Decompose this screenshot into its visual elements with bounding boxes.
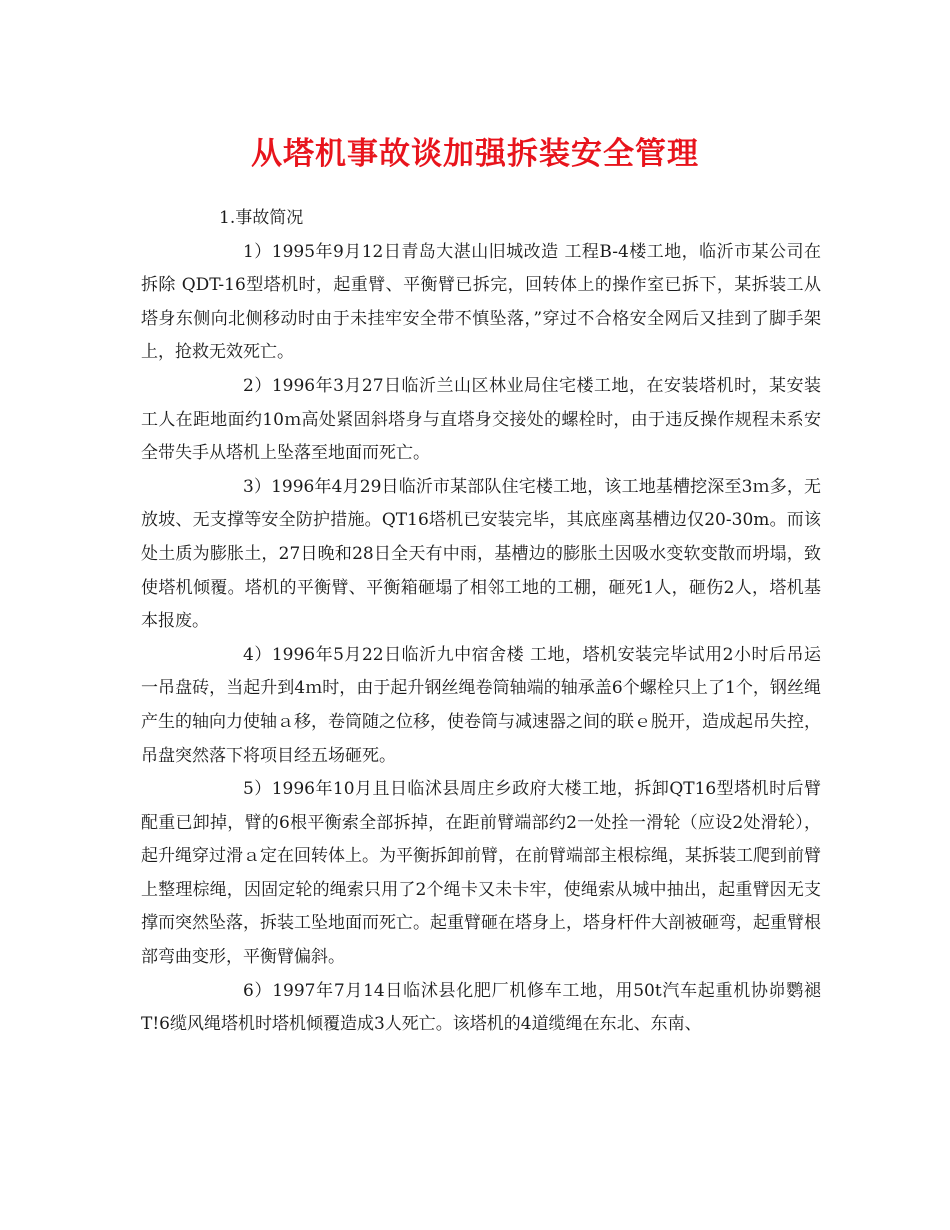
document-title: 从塔机事故谈加强拆装安全管理: [251, 136, 699, 172]
section-heading: 1.事故简况: [219, 208, 304, 228]
paragraph-3: 3）1996年4月29日临沂市某部队住宅楼工地，该工地基槽挖深至3ｍ多，无放坡、无支撑等安全防护措施。QT16塔机已安装完毕，其底座离基槽边仅20-30m。而该处土质为膨胀土，27日晚和28日全天有中雨，基槽边的膨胀土因吸水变软变散而坍塌，致使塔机倾覆。塔机的平衡臂、平衡箱砸塌了相邻工地的工棚，砸死1人，砸伤2人，塔机基本报废。: [141, 476, 821, 632]
paragraph-5: 5）1996年10月且日临沭县周庄乡政府大楼工地，拆卸QT16型塔机时后臂配重已卸掉，臂的6根平衡索全部拆掉，在距前臂端部约2一处拴一滑轮（应设2处滑轮），起升绳穿过滑ａ定在回转体上。为平衡拆卸前臂，在前臂端部主根棕绳，某拆装工爬到前臂上整理棕绳，因固定轮的绳索只用了2个绳卡又未卡牢，使绳索从城中抽出，起重臂因无支撑而突然坠落，拆装工坠地面而死亡。起重臂砸在塔身上，塔身杆件大剖被砸弯，起重臂根部弯曲变形，平衡臂偏斜。: [141, 779, 821, 968]
paragraph-1: 1）1995年9月12日青岛大湛山旧城改造 工程B-4楼工地，临沂市某公司在拆除 QDT-16型塔机时，起重臂、平衡臂已拆完，回转体上的操作室已拆下，某拆装工从塔身东侧向北侧移动时由于未挂牢安全带不慎坠落，”穿过不合格安全网后又挂到了脚手架上，抢救无效死亡。: [141, 241, 821, 363]
document-body: [141, 202, 821, 1042]
paragraph-2: 2）1996年3月27日临沂兰山区林业局住宅楼工地，在安装塔机时，某安装工人在距地面约10ｍ高处紧固斜塔身与直塔身交接处的螺栓时，由于违反操作规程未系安全带失手从塔机上坠落至地面而死亡。: [141, 375, 821, 464]
paragraph-6: 6）1997年7月14日临沭县化肥厂机修车工地，用50t汽车起重机协峁鹦褪T!6缆风绳塔机时塔机倾覆造成3人死亡。该塔机的4道缆绳在东北、东南、: [141, 980, 821, 1035]
paragraph-4: 4）1996年5月22日临沂九中宿舍楼 工地，塔机安装完毕试用2小时后吊运一吊盘砖，当起升到4ｍ时，由于起升钢丝绳卷筒轴端的轴承盖6个螺栓只上了1个，钢丝绳产生的轴向力使轴ａ移，卷筒随之位移，使卷筒与减速器之间的联ｅ脱开，造成起吊失控，吊盘突然落下将项目经五场砸死。: [141, 644, 821, 766]
